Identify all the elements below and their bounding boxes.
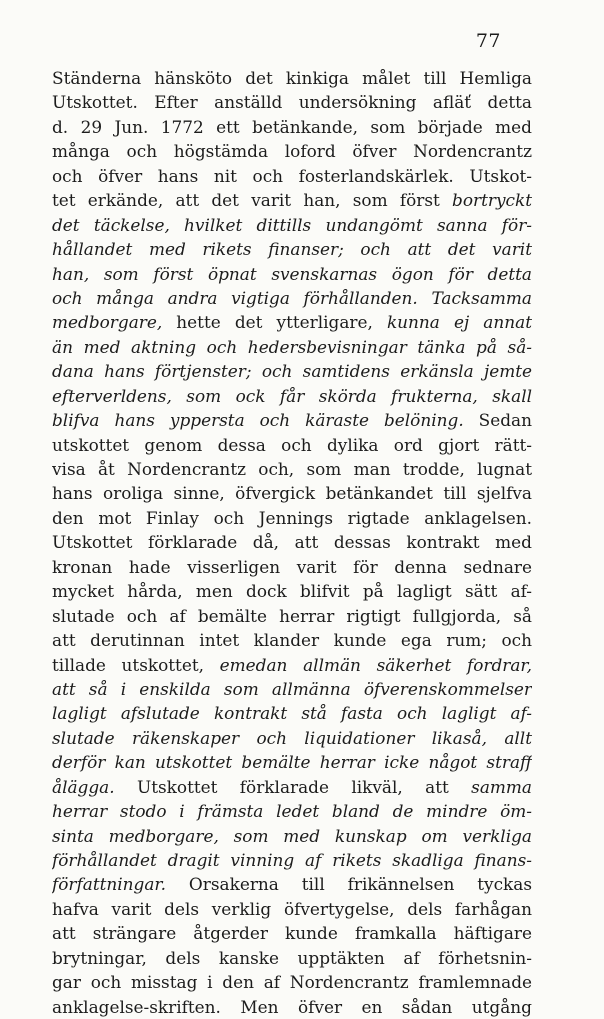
text-segment: Orsakerna till frikännelsen tyckas bbox=[166, 874, 532, 895]
text-line bbox=[52, 164, 532, 188]
text-line bbox=[52, 824, 532, 848]
text-line bbox=[52, 115, 532, 139]
text-segment: d. 29 Jun. 1772 ett betänkande, som började med bbox=[52, 116, 532, 137]
text-line bbox=[52, 653, 532, 677]
text-line bbox=[52, 457, 532, 481]
text-segment: brytningar, dels kanske upptäkten af förhetsnin- bbox=[52, 947, 532, 968]
italic-text-segment: att så i enskilda som allmänna öfverenskommelser bbox=[52, 678, 532, 699]
text-line bbox=[52, 872, 532, 896]
italic-text-segment: derför kan utskottet bemälte herrar icke något straff bbox=[52, 752, 532, 773]
text-segment: visa åt Nordencrantz och, som man trodde, lugnat bbox=[52, 459, 532, 479]
text-segment: mycket hårda, men dock blifvit på lagligt sätt af- bbox=[52, 581, 532, 602]
text-segment: gar och misstag i den af Nordencrantz framlemnade bbox=[52, 972, 532, 993]
italic-text-segment: herrar stodo i främsta ledet bland de mindre öm- bbox=[52, 801, 532, 822]
italic-text-segment: författningar. bbox=[52, 874, 167, 895]
text-segment: Utskottet förklarade likväl, att bbox=[114, 776, 472, 797]
text-segment bbox=[418, 288, 432, 308]
text-line bbox=[52, 970, 532, 994]
text-segment: tet erkände, att det varit han, som först bbox=[52, 190, 453, 211]
page-number: 77 bbox=[475, 30, 501, 52]
text-segment: kronan hade visserligen varit för denna sednare bbox=[52, 556, 532, 577]
text-segment: Utskottet förklarade då, att dessas kontrakt med bbox=[52, 532, 532, 553]
text-line bbox=[52, 66, 532, 90]
italic-text-segment: efterverldens, som ock får skörda frukterna, skall bbox=[52, 385, 532, 406]
text-segment: och öfver hans nit och fosterlandskärlek. Utskot- bbox=[52, 165, 532, 186]
text-line bbox=[52, 481, 532, 505]
body-text bbox=[52, 66, 532, 1019]
text-segment: Utskottet. Efter anställd undersökning afläť detta bbox=[52, 92, 532, 113]
text-line bbox=[52, 628, 532, 652]
italic-text-segment: slutade räkenskaper och liquidationer likaså, allt bbox=[52, 727, 532, 748]
italic-text-segment: emedan allmän säkerhet fordrar, bbox=[219, 654, 532, 675]
italic-text-segment: han, som först öpnat svenskarnas ögon för detta bbox=[52, 263, 532, 284]
text-segment: den mot Finlay och Jennings rigtade anklagelsen. bbox=[52, 507, 532, 528]
text-line bbox=[52, 213, 532, 237]
text-line bbox=[52, 335, 532, 359]
text-segment: hafva varit dels verklig öfvertygelse, dels farhågan bbox=[52, 898, 532, 919]
italic-text-segment: medborgare, bbox=[52, 312, 163, 333]
text-segment: tillade utskottet, bbox=[52, 654, 220, 675]
text-line bbox=[52, 506, 532, 530]
italic-text-segment: lagligt afslutade kontrakt stå fasta och lagligt af- bbox=[52, 703, 532, 724]
text-segment: Ständerna hänsköto det kinkiga målet till Hemliga bbox=[52, 68, 532, 88]
text-segment: slutade och af bemälte herrar rigtigt fullgjorda, så bbox=[52, 605, 532, 626]
italic-text-segment: Tacksamma bbox=[431, 287, 532, 308]
text-segment: att strängare åtgerder kunde framkalla häftigare bbox=[52, 923, 532, 944]
italic-text-segment: dana hans förtjenster; och samtidens erkänsla jemte bbox=[52, 361, 532, 382]
text-line bbox=[52, 995, 532, 1019]
text-line bbox=[52, 579, 532, 603]
italic-text-segment: ålägga. bbox=[52, 776, 115, 797]
text-line bbox=[52, 530, 532, 554]
text-line bbox=[52, 286, 532, 310]
text-line bbox=[52, 384, 532, 408]
text-segment: Sedan bbox=[463, 410, 532, 431]
italic-text-segment: sinta medborgare, som med kunskap om verkliga bbox=[52, 825, 532, 846]
italic-text-segment: hållandet med rikets finanser; och att det varit bbox=[52, 239, 532, 260]
text-line bbox=[52, 359, 532, 383]
text-line bbox=[52, 677, 532, 701]
text-line bbox=[52, 848, 532, 872]
italic-text-segment: samma bbox=[471, 776, 532, 797]
text-line bbox=[52, 799, 532, 823]
text-line bbox=[52, 946, 532, 970]
italic-text-segment: blifva hans yppersta och käraste belöning. bbox=[52, 410, 464, 431]
text-segment: utskottet genom dessa och dylika ord gjort rätt- bbox=[52, 434, 532, 455]
text-line bbox=[52, 604, 532, 628]
text-segment: många och högstämda loford öfver Nordencrantz bbox=[52, 141, 532, 162]
text-line bbox=[52, 262, 532, 286]
text-line bbox=[52, 310, 532, 334]
text-segment: att derutinnan intet klander kunde ega rum; och bbox=[52, 630, 532, 651]
text-line bbox=[52, 237, 532, 261]
italic-text-segment: bortryckt bbox=[452, 190, 532, 211]
italic-text-segment: förhållandet dragit vinning af rikets skadliga finans- bbox=[52, 850, 532, 870]
text-line bbox=[52, 555, 532, 579]
text-line bbox=[52, 921, 532, 945]
text-line bbox=[52, 408, 532, 432]
text-line bbox=[52, 139, 532, 163]
text-segment: hans oroliga sinne, öfvergick betänkandet till sjelfva bbox=[52, 483, 532, 504]
text-line bbox=[52, 775, 532, 799]
text-line bbox=[52, 897, 532, 921]
text-segment: hette det ytterligare, bbox=[162, 312, 387, 333]
italic-text-segment: och många andra vigtiga förhållanden. bbox=[52, 287, 418, 308]
italic-text-segment: än med aktning och hedersbevisningar tänka på så- bbox=[52, 336, 532, 357]
text-line bbox=[52, 90, 532, 114]
text-line bbox=[52, 433, 532, 457]
italic-text-segment: kunna ej annat bbox=[386, 312, 532, 333]
text-line bbox=[52, 726, 532, 750]
text-segment: anklagelse-skriften. Men öfver en sådan utgång bbox=[52, 996, 532, 1017]
text-line bbox=[52, 750, 532, 774]
text-line bbox=[52, 701, 532, 725]
text-line bbox=[52, 188, 532, 212]
italic-text-segment: det täckelse, hvilket dittills undangömt sanna för- bbox=[52, 214, 532, 235]
